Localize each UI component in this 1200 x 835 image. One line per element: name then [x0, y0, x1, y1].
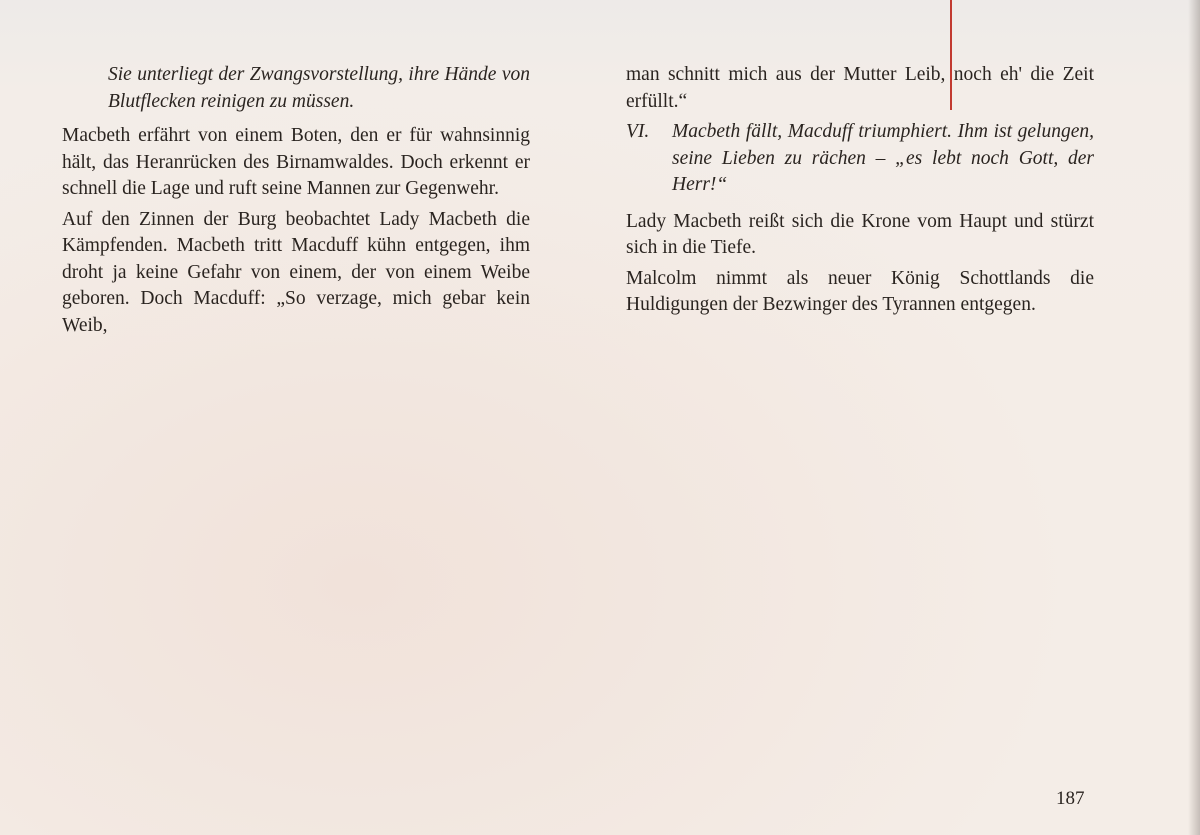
scene-number: VI. — [626, 121, 650, 142]
right-column — [626, 62, 1094, 323]
paragraph-battle: Auf den Zinnen der Burg beobachtet Lady Macbeth die Kämpfenden. Macbeth tritt Macduff kühn entgegen, ihm droht ja keine Gefahr von einem, der von einem Weibe geboren. Doch Macduff: „So verzage, mich gebar kein Weib, — [62, 208, 530, 336]
italic-stage-note: Sie unterliegt der Zwangsvorstellung, ihre Hände von Blutflecken reinigen zu müssen. — [108, 64, 530, 112]
page-number: 187 — [1056, 788, 1085, 809]
paragraph-lady-macbeth: Lady Macbeth reißt sich die Krone vom Haupt und stürzt sich in die Tiefe. — [626, 210, 1094, 258]
page-edge-shadow — [1188, 0, 1200, 835]
paragraph-malcolm: Malcolm nimmt als neuer König Schottlands die Huldigungen der Bezwinger des Tyrannen entgegen. — [626, 267, 1094, 315]
scene-summary: Macbeth fällt, Macduff triumphiert. Ihm ist gelungen, seine Lieben zu rächen – „es lebt noch Gott, der Herr!“ — [672, 121, 1094, 195]
paragraph-continuation: man schnitt mich aus der Mutter Leib, noch eh' die Zeit erfüllt.“ — [626, 64, 1094, 112]
scene-heading — [626, 119, 1094, 199]
left-column — [62, 62, 530, 343]
paragraph-messenger: Macbeth erfährt von einem Boten, den er für wahnsinnig hält, das Heranrücken des Birnamwaldes. Doch erkennt er schnell die Lage und ruft seine Mannen zur Gegenwehr. — [62, 125, 530, 199]
